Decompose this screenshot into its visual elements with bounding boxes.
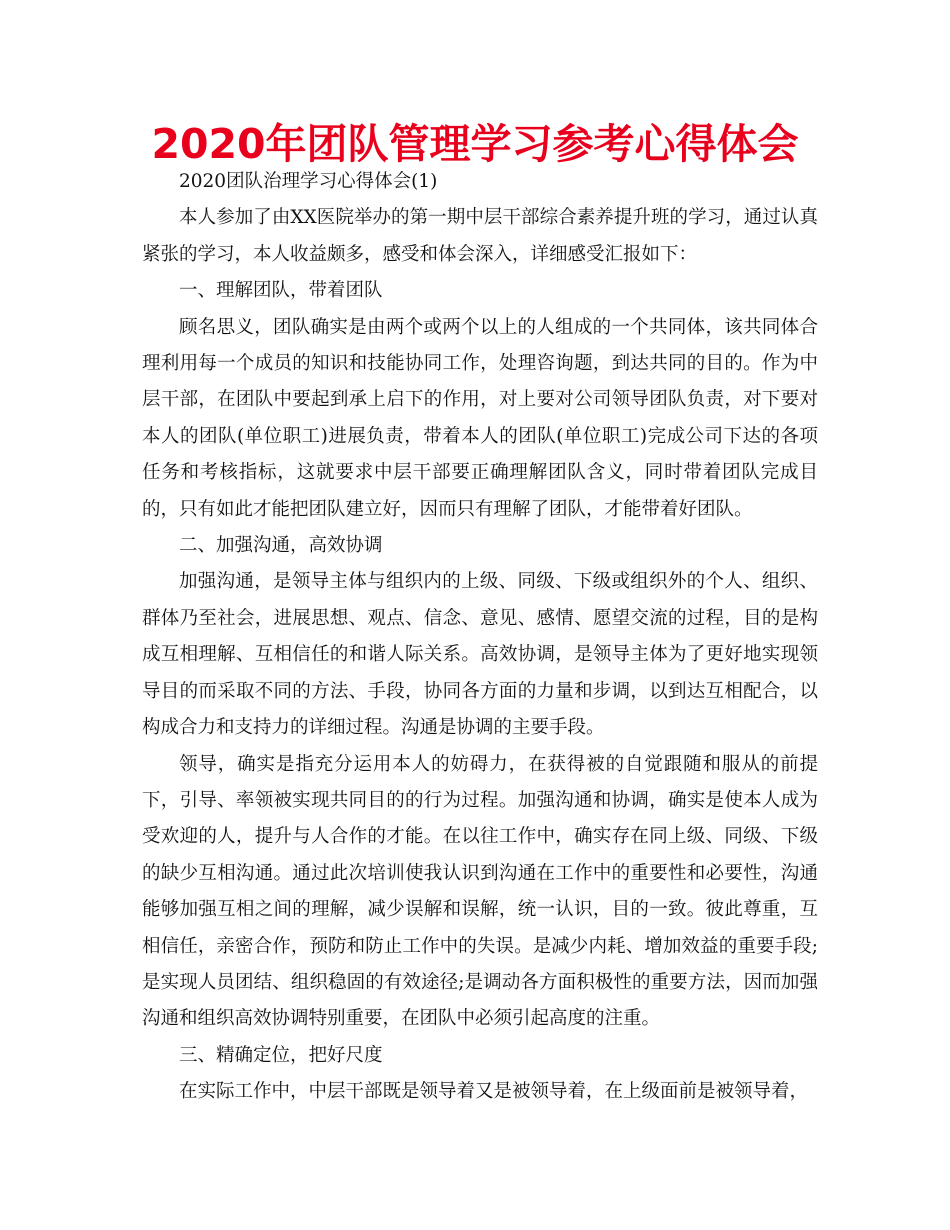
document-body — [142, 164, 818, 1111]
section-heading: 一、理解团队，带着团队 — [179, 280, 383, 302]
paragraph: 本人参加了由XX医院举办的第一期中层干部综合素养提升班的学习，通过认真紧张的学习，本人收益颇多，感受和体会深入，详细感受汇报如下： — [142, 207, 818, 265]
document-title: 2020年团队管理学习参考心得体会 — [151, 120, 799, 168]
paragraph: 加强沟通，是领导主体与组织内的上级、同级、下级或组织外的个人、组织、群体乃至社会，进展思想、观点、信念、意见、感情、愿望交流的过程，目的是构成互相理解、互相信任的和谐人际关系。高效协调，是领导主体为了更好地实现领导目的而采取不同的方法、手段，协同各方面的力量和步调，以到达互相配合，以构成合力和支持力的详细过程。沟通是协调的主要手段。 — [142, 571, 818, 739]
paragraph: 领导，确实是指充分运用本人的妨碍力，在获得被的自觉跟随和服从的前提下，引导、率领被实现共同目的的行为过程。加强沟通和协调，确实是使本人成为受欢迎的人，提升与人合作的才能。在以往工作中，确实存在同上级、同级、下级的缺少互相沟通。通过此次培训使我认识到沟通在工作中的重要性和必要性，沟通能够加强互相之间的理解，减少误解和误解，统一认识，目的一致。彼此尊重，互相信任，亲密合作，预防和防止工作中的失误。是减少内耗、增加效益的重要手段;是实现人员团结、组织稳固的有效途径;是调动各方面积极性的重要方法，因而加强沟通和组织高效协调特别重要，在团队中必须引起高度的注重。 — [142, 753, 818, 1030]
section-heading: 二、加强沟通，高效协调 — [179, 535, 383, 557]
section-heading: 三、精确定位，把好尺度 — [179, 1044, 383, 1066]
paragraph: 顾名思义，团队确实是由两个或两个以上的人组成的一个共同体，该共同体合理利用每一个成员的知识和技能协同工作，处理咨询题，到达共同的目的。作为中层干部，在团队中要起到承上启下的作用，对上要对公司领导团队负责，对下要对本人的团队(单位职工)进展负责，带着本人的团队(单位职工)完成公司下达的各项任务和考核指标，这就要求中层干部要正确理解团队含义，同时带着团队完成目的，只有如此才能把团队建立好，因而只有理解了团队，才能带着好团队。 — [142, 316, 818, 520]
paragraph: 在实际工作中，中层干部既是领导着又是被领导着，在上级面前是被领导着， — [179, 1081, 809, 1103]
paragraph: 2020团队治理学习心得体会(1) — [179, 171, 438, 192]
